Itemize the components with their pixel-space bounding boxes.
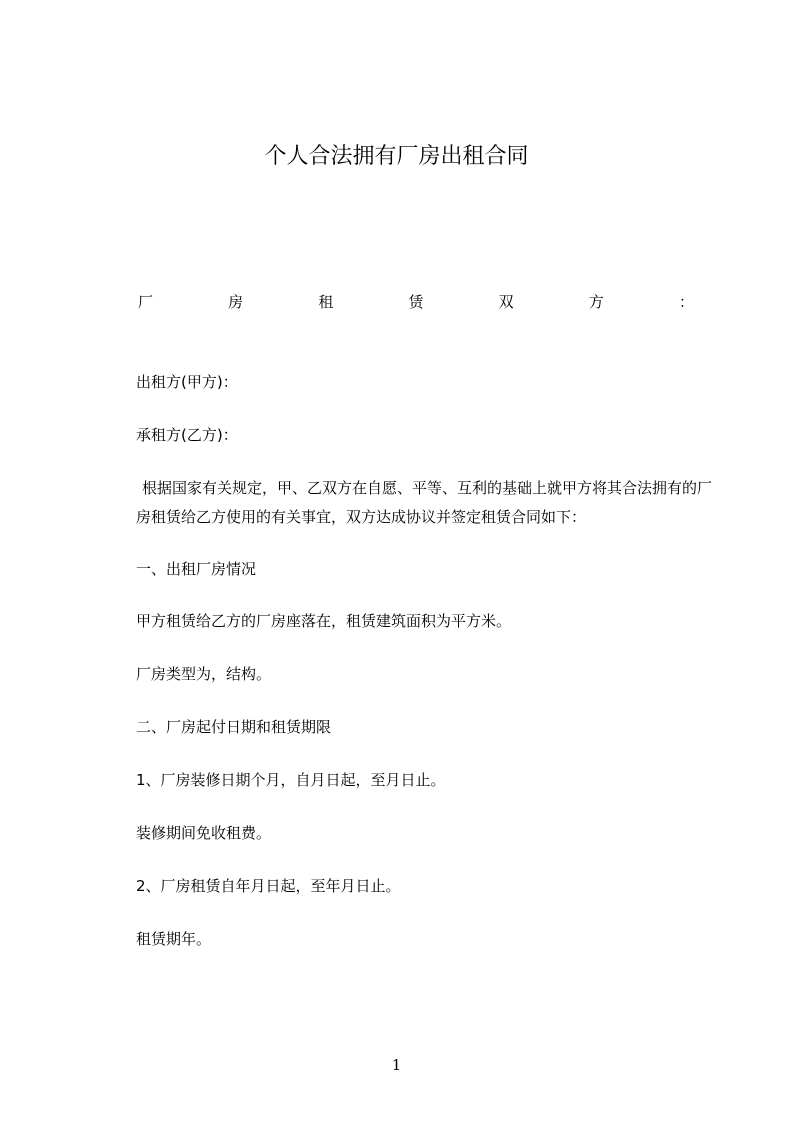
parties-heading-char: ： (678, 293, 694, 311)
section2-item2: 2、厂房租赁自年月日起，至年月日止。 (136, 877, 401, 895)
parties-heading-char: 租 (318, 293, 334, 311)
lessor-line: 出租方(甲方)： (136, 373, 238, 391)
lessee-line: 承租方(乙方)： (136, 426, 238, 444)
section1-heading: 一、出租厂房情况 (136, 560, 257, 578)
section1-type-paragraph: 厂房类型为，结构。 (136, 665, 272, 683)
parties-heading-char: 赁 (408, 293, 424, 311)
section2-item2-note: 租赁期年。 (136, 930, 212, 948)
section2-item1: 1、厂房装修日期个月，自月日起，至月日止。 (136, 771, 446, 789)
parties-heading-char: 双 (498, 293, 514, 311)
section2-item1-note: 装修期间免收租费。 (136, 824, 272, 842)
parties-heading-char: 方 (588, 293, 604, 311)
section1-location-paragraph: 甲方租赁给乙方的厂房座落在，租赁建筑面积为平方米。 (136, 612, 512, 630)
section2-heading: 二、厂房起付日期和租赁期限 (136, 718, 332, 736)
parties-heading-char: 厂 (138, 293, 154, 311)
document-title: 个人合法拥有厂房出租合同 (264, 144, 529, 169)
preamble-paragraph: 根据国家有关规定，甲、乙双方在自愿、平等、互利的基础上就甲方将其合法拥有的厂房租赁给乙方使用的有关事宜，双方达成协议并签定租赁合同如下： (136, 479, 713, 526)
parties-heading (138, 290, 694, 314)
parties-heading-char: 房 (228, 293, 244, 311)
page-number: 1 (391, 1056, 402, 1074)
